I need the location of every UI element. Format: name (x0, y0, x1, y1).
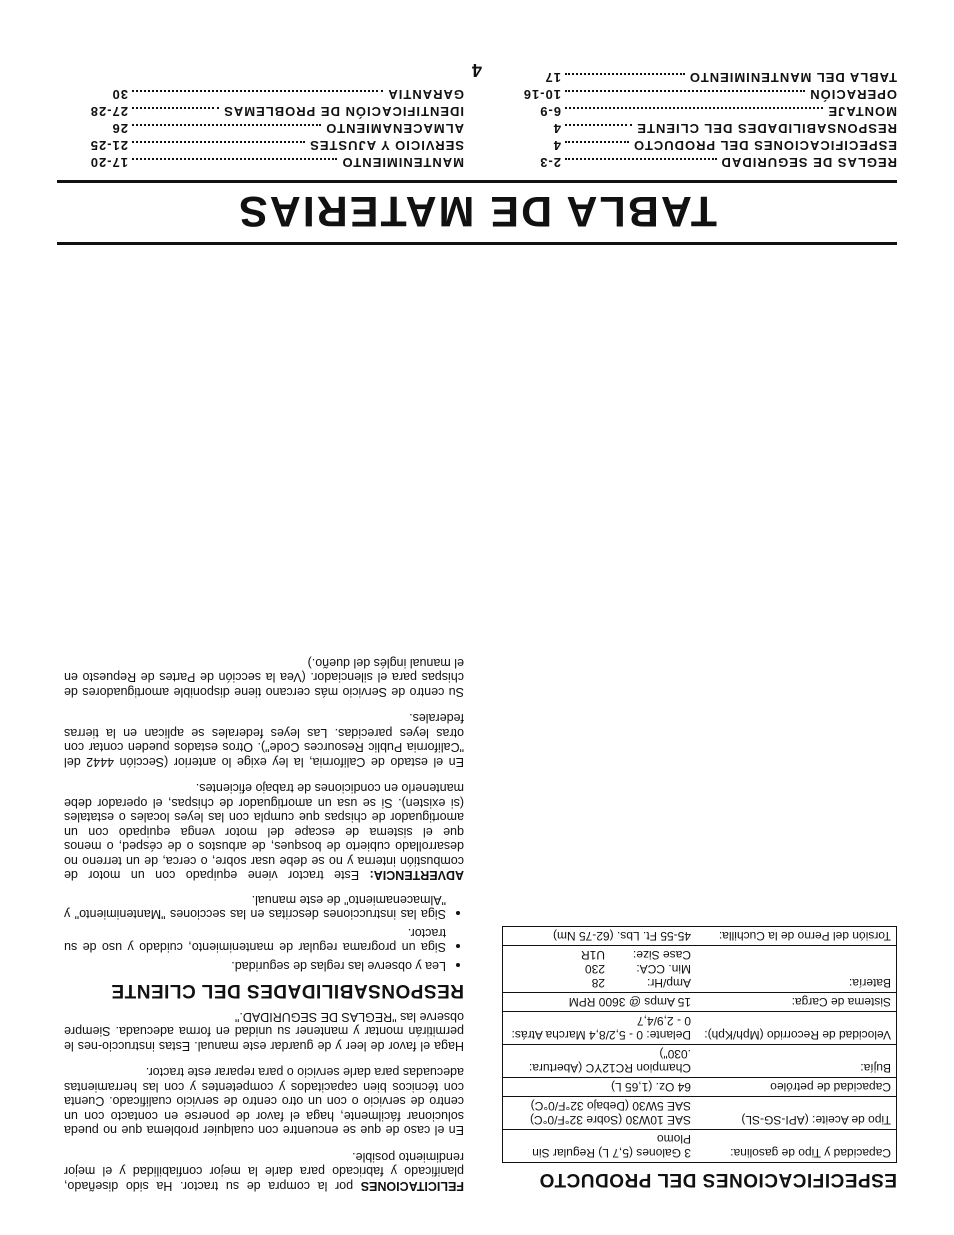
spec-label: Torsión del Perno de la Cuchilla: (696, 927, 897, 946)
toc-entry-label: MANTENIMIENTO (341, 155, 464, 170)
toc-entry-page: 21-25 (89, 138, 128, 153)
toc-entry-page: 26 (111, 121, 128, 136)
toc-entry-page: 10-16 (522, 87, 561, 102)
spec-label: Capacidad y Tipo de gasolina: (730, 1146, 891, 1160)
felicitaciones-paragraph (64, 1150, 464, 1194)
spec-value: SAE 10W30 (Sobre 32°F/0°C) SAE 5W30 (Debajo 32°F/0°C) (503, 1097, 697, 1130)
spec-value: 45-55 Ft. Lbs. (62-75 Nm) (503, 927, 697, 946)
spec-value: 3 Galones (5,7 L) Regular Sin Plomo (532, 1132, 691, 1160)
title-rule-bottom (57, 180, 897, 183)
table-row (503, 1012, 897, 1045)
problema-paragraph: En el caso de que se encuentre con cualquier problema que no pueda solucionar fácilmente, haga el favor de ponerse en contacto con un centro de servicio o con un otro centro de servicio cualificado. Cuenta con técnicos bien capacitados y competentes y con las herramientas adecuadas para darle servicio o para reparar este tractor. (64, 1065, 464, 1138)
toc-entry (64, 119, 464, 136)
toc-leader-dots (565, 124, 632, 126)
felicitaciones-text: por la compra de su tractor. Ha sido diseñado, planificado y fabricado para darle la mejor confiabilidad y el mejor rendimiento posible. (64, 1150, 464, 1193)
responsabilidades-list (64, 893, 464, 974)
advertencia-lead: ADVERTENCIA: (369, 868, 464, 883)
battery-spec-value: 28 (591, 976, 605, 990)
spec-value: 64 Oz. (1,65 L) (503, 1078, 697, 1097)
battery-spec-label: Case Size: (632, 948, 691, 962)
california-paragraph: En el estado de California, la ley exige lo anterior (Sección 4442 del "California Public Resources Code"). Otros estados pueden contar con otras leyes parecidas. Las leyes federales se aplican en la tierras federales. (64, 711, 464, 769)
toc-entry-label: MONTAJE (827, 104, 897, 119)
spec-value (503, 946, 697, 993)
spec-label: Sistema de Carga: (696, 993, 897, 1012)
table-row (503, 1130, 897, 1163)
toc-leader-dots (565, 158, 717, 160)
battery-spec-value: 230 (584, 962, 605, 976)
toc-entry-label: IDENTIFICACIÓN DE PROBLEMAS (223, 104, 464, 119)
specs-table (502, 926, 897, 1163)
toc-entry (497, 68, 897, 85)
toc-entry-label: SERVICIO Y AJUSTES (309, 138, 464, 153)
battery-spec-value: U1R (580, 948, 605, 962)
title-rule-top (57, 242, 897, 245)
spec-label: Bujía: (696, 1045, 897, 1078)
toc-entry (64, 102, 464, 119)
toc-entry-label: TABLA DEL MANTENIMIENTO (688, 70, 897, 85)
page-number: 4 (472, 60, 483, 80)
battery-spec (508, 976, 691, 990)
toc-right-column (64, 85, 464, 170)
page-title: TABLA DE MATERIAS (237, 187, 717, 235)
battery-spec-label: Amp/Hr: (646, 976, 691, 990)
spec-label: Velocidad de Recorrido (Mph/Kph): (696, 1012, 897, 1045)
advertencia-text: Este tractor viene equipado con un motor de combustión interna y no se debe usar sobre, o cerca, de un terreno no desarrollado cubierto de bosques, de arbustos o de césped, o menos que el sistema de escape del motor venga equipado con un amortiguador de chispas que cumpla con las leyes locales o estatales (si existen). Si se usa un amortiguador de chispas, el operador debe mantenerlo en condiciones de trabajo eficientes. (64, 781, 464, 883)
table-row (503, 1045, 897, 1078)
table-row (503, 946, 897, 993)
spec-value: 15 Amps @ 3600 RPM (503, 993, 697, 1012)
toc-leader-dots (132, 90, 383, 92)
toc-entry-page: 6-9 (539, 104, 561, 119)
toc-left-column (497, 68, 897, 170)
toc-entry-label: ESPECIFICACIONES DEL PRODUCTO (633, 138, 897, 153)
battery-spec-label: Min. CCA: (636, 962, 691, 976)
toc-entry-label: RESPONSABILIDADES DEL CLIENTE (636, 121, 897, 136)
toc-entry-label: REGLAS DE SEGURIDAD (720, 155, 897, 170)
battery-spec (508, 962, 691, 976)
right-column (64, 644, 464, 1194)
toc-entry (497, 119, 897, 136)
toc-entry (497, 153, 897, 170)
table-row (503, 993, 897, 1012)
toc-leader-dots (132, 124, 321, 126)
table-row (503, 1097, 897, 1130)
list-item: • Siga un programa regular de mantenimiento, cuidado y uso de su tractor. (64, 926, 446, 955)
toc-entry (64, 85, 464, 102)
spec-value: Delante: 0 - 5,2/8,4 Marcha Atrás: 0 - 2,9/4,7 (503, 1012, 697, 1045)
leer-paragraph: Haga el favor de leer y de guardar este manual. Estas instruccio-nes le permitirán montar y mantener su unidad en forma adecuada. Siempre observe las "REGLAS DE SEGURIDAD." (64, 1010, 464, 1053)
spec-label: Batería: (696, 946, 897, 993)
toc-entry-page: 30 (111, 87, 128, 102)
toc-entry (497, 102, 897, 119)
toc-entry-page: 27-28 (89, 104, 128, 119)
advertencia-paragraph (64, 781, 464, 883)
table-row (503, 1078, 897, 1097)
toc-leader-dots (132, 158, 337, 160)
toc-entry (64, 136, 464, 153)
toc-entry-label: OPERACIÓN (809, 87, 897, 102)
amortiguadores-paragraph: Su centro de Servicio más cercano tiene disponible amortiguadores de chispas para el silenciador. (Vea la sección de Partes de Repuesto en el manual inglés del dueño.) (64, 656, 464, 699)
specs-heading: ESPECIFICACIONES DEL PRODUCTO (539, 1169, 897, 1190)
toc-leader-dots (565, 107, 823, 109)
toc-entry-page: 4 (552, 121, 561, 136)
list-item: • Lea y observe las reglas de seguridad. (64, 959, 446, 974)
toc-leader-dots (565, 141, 629, 143)
toc-entry-page: 2-3 (539, 155, 561, 170)
toc-entry (497, 85, 897, 102)
toc-entry-page: 17-20 (89, 155, 128, 170)
toc-entry (497, 136, 897, 153)
toc-leader-dots (565, 73, 685, 75)
toc-entry-page: 4 (552, 138, 561, 153)
list-item: • Siga las instrucciones descritas en las secciones "Mantenimiento" y "Almacenamiento" de este manual. (64, 893, 446, 922)
toc-entry (64, 153, 464, 170)
table-row (503, 927, 897, 946)
spec-label: Tipo de Aceite: (API-SG-SL) (696, 1097, 897, 1130)
spec-value: Champion RC12YC (Abertura: .030") (503, 1045, 697, 1078)
toc-leader-dots (132, 141, 305, 143)
responsabilidades-heading: RESPONSABILIDADES DEL CLIENTE (110, 980, 464, 1002)
felicitaciones-lead: FELICITACIONES (360, 1179, 464, 1193)
toc-entry-page: 17 (544, 70, 561, 85)
battery-spec (508, 948, 691, 962)
spec-label: Capacidad de petróleo (696, 1078, 897, 1097)
toc-leader-dots (565, 90, 805, 92)
toc-entry-label: GARANTIA (387, 87, 464, 102)
toc-entry-label: ALMACENAMIENTO (325, 121, 464, 136)
toc-leader-dots (132, 107, 219, 109)
